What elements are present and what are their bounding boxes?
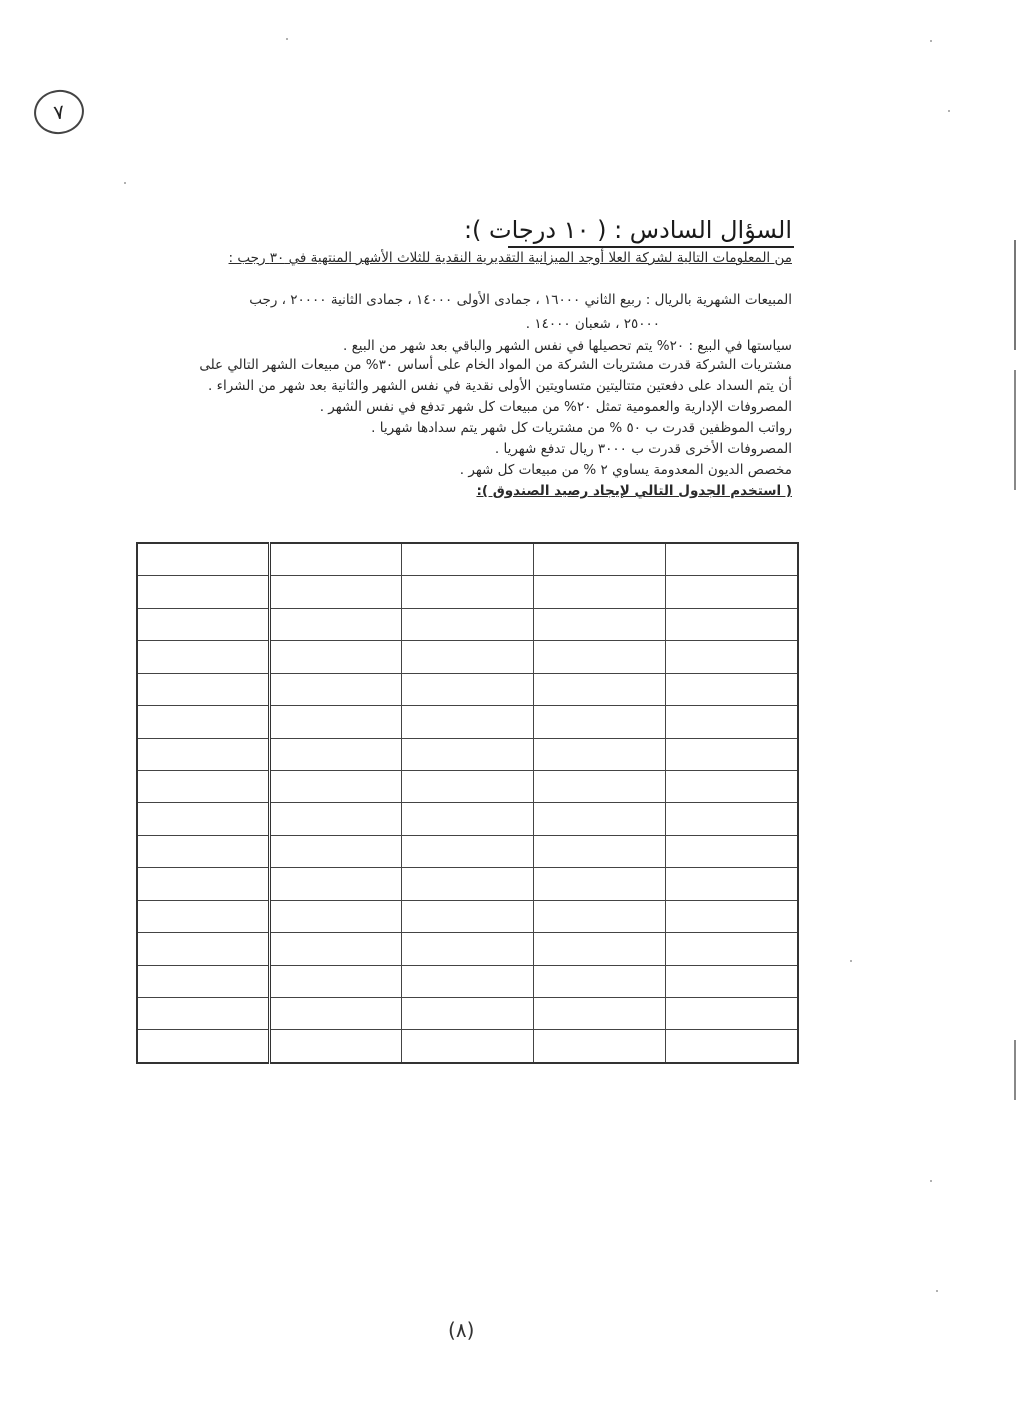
table-row — [137, 965, 798, 997]
table-instruction: ( استخدم الجدول التالي لإيجاد رصيد الصندوق ): — [476, 483, 792, 499]
table-cell — [534, 803, 666, 835]
table-row — [137, 868, 798, 900]
scan-speck — [850, 960, 852, 962]
table-cell — [269, 803, 401, 835]
table-cell — [401, 965, 533, 997]
table-cell — [401, 997, 533, 1029]
table-cell — [534, 641, 666, 673]
table-row — [137, 933, 798, 965]
table-cell — [534, 900, 666, 932]
table-row — [137, 641, 798, 673]
table-cell — [137, 900, 269, 932]
table-cell — [534, 933, 666, 965]
table-cell — [137, 770, 269, 802]
scan-speck — [930, 40, 932, 42]
table-cell — [666, 1030, 798, 1063]
table-cell — [401, 900, 533, 932]
question-intro: من المعلومات التالية لشركة العلا أوجد الميزانية التقديرية النقدية للثلاث الأشهر المنتهية في ٣٠ رجب : — [228, 250, 792, 266]
table-cell — [401, 738, 533, 770]
table-cell — [137, 965, 269, 997]
table-cell — [137, 543, 269, 576]
table-cell — [534, 997, 666, 1029]
table-row — [137, 997, 798, 1029]
cash-budget-table-body — [137, 543, 798, 1063]
admin-expenses-line: المصروفات الإدارية والعمومية تمثل ٢٠% من مبيعات كل شهر تدفع في نفس الشهر . — [319, 399, 792, 415]
table-cell — [666, 673, 798, 705]
table-cell — [269, 933, 401, 965]
table-cell — [269, 673, 401, 705]
table-cell — [269, 738, 401, 770]
table-cell — [534, 673, 666, 705]
table-cell — [269, 608, 401, 640]
purchases-line-continued: أن يتم السداد على دفعتين متتاليتين متساويتين الأولى نقدية في نفس الشهر والثانية بعد شهر من الشراء . — [208, 378, 792, 394]
table-cell — [401, 641, 533, 673]
table-cell — [666, 543, 798, 576]
table-cell — [269, 1030, 401, 1063]
page-corner-number: ٧ — [31, 87, 87, 138]
table-cell — [666, 738, 798, 770]
table-cell — [534, 770, 666, 802]
scan-edge-mark — [1014, 240, 1016, 350]
table-cell — [401, 868, 533, 900]
table-cell — [137, 706, 269, 738]
bad-debt-line: مخصص الديون المعدومة يساوي ٢ % من مبيعات كل شهر . — [459, 462, 792, 478]
table-cell — [666, 900, 798, 932]
table-row — [137, 608, 798, 640]
table-cell — [137, 641, 269, 673]
table-cell — [534, 738, 666, 770]
table-cell — [534, 706, 666, 738]
page-number: (٨) — [448, 1318, 475, 1342]
table-cell — [534, 576, 666, 608]
table-row — [137, 803, 798, 835]
table-cell — [534, 543, 666, 576]
table-cell — [666, 608, 798, 640]
table-cell — [401, 543, 533, 576]
scan-speck — [124, 182, 126, 184]
table-cell — [666, 965, 798, 997]
table-cell — [401, 933, 533, 965]
table-cell — [137, 608, 269, 640]
sales-policy-line: سياستها في البيع : ٢٠% يتم تحصيلها في نفس الشهر والباقي بعد شهر من البيع . — [343, 338, 792, 354]
table-cell — [401, 835, 533, 867]
table-cell — [401, 1030, 533, 1063]
table-row — [137, 576, 798, 608]
cash-budget-table — [136, 542, 799, 1064]
table-cell — [666, 803, 798, 835]
table-row — [137, 835, 798, 867]
monthly-sales-line: المبيعات الشهرية بالريال : ربيع الثاني ١٦٠٠٠ ، جمادى الأولى ١٤٠٠٠ ، جمادى الثانية ٢٠٠٠٠ ، رجب — [249, 292, 792, 308]
table-cell — [137, 933, 269, 965]
table-cell — [269, 706, 401, 738]
table-cell — [269, 997, 401, 1029]
table-cell — [137, 673, 269, 705]
table-cell — [534, 965, 666, 997]
table-cell — [269, 900, 401, 932]
table-cell — [666, 997, 798, 1029]
table-cell — [137, 576, 269, 608]
table-cell — [269, 641, 401, 673]
table-cell — [534, 1030, 666, 1063]
table-cell — [666, 770, 798, 802]
question-title: السؤال السادس : ( ١٠ درجات ): — [463, 216, 792, 244]
purchases-line: مشتريات الشركة قدرت مشتريات الشركة من المواد الخام على أساس ٣٠% من مبيعات الشهر التالي على — [199, 357, 792, 373]
table-cell — [534, 835, 666, 867]
table-row — [137, 543, 798, 576]
scan-speck — [948, 110, 950, 112]
table-cell — [269, 770, 401, 802]
table-cell — [401, 673, 533, 705]
table-cell — [534, 868, 666, 900]
table-cell — [401, 770, 533, 802]
salaries-line: رواتب الموظفين قدرت ب ٥٠ % من مشتريات كل شهر يتم سدادها شهريا . — [371, 420, 792, 436]
table-cell — [137, 738, 269, 770]
table-row — [137, 738, 798, 770]
table-row — [137, 770, 798, 802]
table-cell — [269, 965, 401, 997]
table-row — [137, 900, 798, 932]
table-cell — [269, 576, 401, 608]
table-cell — [401, 803, 533, 835]
scan-edge-mark — [1014, 370, 1016, 490]
table-cell — [137, 803, 269, 835]
table-cell — [137, 868, 269, 900]
title-underline — [508, 246, 794, 248]
table-cell — [666, 933, 798, 965]
scan-speck — [936, 1290, 938, 1292]
table-cell — [401, 608, 533, 640]
table-cell — [269, 835, 401, 867]
table-cell — [401, 706, 533, 738]
other-expenses-line: المصروفات الأخرى قدرت ب ٣٠٠٠ ريال تدفع شهريا . — [494, 441, 792, 457]
table-cell — [137, 997, 269, 1029]
scan-edge-mark — [1014, 1040, 1016, 1100]
table-cell — [137, 835, 269, 867]
table-cell — [666, 641, 798, 673]
table-cell — [401, 576, 533, 608]
table-cell — [269, 543, 401, 576]
table-cell — [137, 1030, 269, 1063]
table-row — [137, 706, 798, 738]
table-row — [137, 1030, 798, 1063]
table-cell — [666, 868, 798, 900]
table-row — [137, 673, 798, 705]
scan-speck — [930, 1180, 932, 1182]
monthly-sales-line-continued: ٢٥٠٠٠ ، شعبان ١٤٠٠٠ . — [525, 316, 660, 332]
table-cell — [666, 835, 798, 867]
table-cell — [534, 608, 666, 640]
table-cell — [666, 706, 798, 738]
scan-speck — [286, 38, 288, 40]
table-cell — [666, 576, 798, 608]
table-cell — [269, 868, 401, 900]
